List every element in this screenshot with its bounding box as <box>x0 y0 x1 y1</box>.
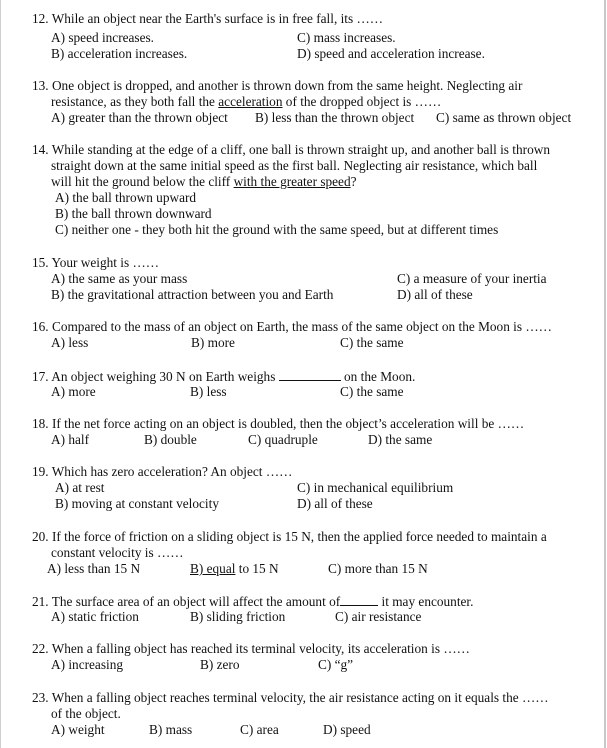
q21-option-c: C) air resistance <box>335 609 422 624</box>
q12-stem: 12. While an object near the Earth's surface is in free fall, its …… <box>32 11 384 26</box>
q20-option-b-underlined: B) equal <box>190 561 236 576</box>
q19-option-c: C) in mechanical equilibrium <box>297 480 454 495</box>
q15-option-d: D) all of these <box>397 287 473 302</box>
q18-option-a: A) half <box>51 432 90 447</box>
right-border <box>604 0 606 748</box>
q20-option-c: C) more than 15 N <box>328 561 428 576</box>
q16-stem: 16. Compared to the mass of an object on Earth, the mass of the same object on the Moon is …… <box>32 319 552 334</box>
q13-option-b: B) less than the thrown object <box>255 110 415 125</box>
q12-option-b: B) acceleration increases. <box>51 46 188 61</box>
q21-option-b: B) sliding friction <box>190 609 286 624</box>
q14-option-b: B) the ball thrown downward <box>55 206 212 221</box>
q18-option-c: C) quadruple <box>248 432 318 447</box>
q14-option-c: C) neither one - they both hit the ground with the same speed, but at different times <box>55 222 499 237</box>
q17-option-a: A) more <box>51 384 96 399</box>
q17-option-b: B) less <box>190 384 227 399</box>
q23-option-a: A) weight <box>51 722 105 737</box>
q22-option-b: B) zero <box>200 657 240 672</box>
q22-stem: 22. When a falling object has reached its terminal velocity, its acceleration is …… <box>32 641 470 656</box>
q20-option-b: B) equal to 15 N <box>190 561 279 576</box>
q21-option-a: A) static friction <box>51 609 139 624</box>
q20-option-a: A) less than 15 N <box>47 561 141 576</box>
q12-option-c: C) mass increases. <box>297 30 396 45</box>
q12-option-d: D) speed and acceleration increase. <box>297 46 485 61</box>
q14-stem-line1: 14. While standing at the edge of a cliff, one ball is thrown straight up, and another ball is thrown <box>32 142 550 157</box>
q21-stem: 21. The surface area of an object will affect the amount of it may encounter. <box>32 594 474 609</box>
q19-option-a: A) at rest <box>55 480 105 495</box>
q13-stem-line1: 13. One object is dropped, and another is thrown down from the same height. Neglecting air <box>32 78 523 93</box>
q15-option-c: C) a measure of your inertia <box>397 271 547 286</box>
q23-option-c: C) area <box>240 722 279 737</box>
q17-option-c: C) the same <box>340 384 404 399</box>
q23-option-d: D) speed <box>323 722 371 737</box>
q13-underlined-word: acceleration <box>218 94 283 109</box>
q22-option-a: A) increasing <box>51 657 123 672</box>
q15-option-a: A) the same as your mass <box>51 271 188 286</box>
q22-option-c: C) “g” <box>318 657 354 672</box>
q19-option-d: D) all of these <box>297 496 373 511</box>
q19-stem: 19. Which has zero acceleration? An object …… <box>32 464 293 479</box>
q14-option-a: A) the ball thrown upward <box>55 190 197 205</box>
q19-option-b: B) moving at constant velocity <box>55 496 219 511</box>
q18-stem: 18. If the net force acting on an object is doubled, then the object’s acceleration will be …… <box>32 416 525 431</box>
q14-underlined-phrase: with the greater speed <box>233 174 351 189</box>
q12-option-a: A) speed increases. <box>51 30 155 45</box>
q14-stem-line3: will hit the ground below the cliff with the greater speed? <box>51 174 357 189</box>
q13-option-a: A) greater than the thrown object <box>51 110 228 125</box>
left-border <box>0 0 1 748</box>
q13-stem-line2: resistance, as they both fall the acceleration of the dropped object is …… <box>51 94 442 109</box>
q16-option-b: B) more <box>191 335 235 350</box>
q18-option-d: D) the same <box>368 432 433 447</box>
q17-answer-blank <box>279 368 341 381</box>
q15-stem: 15. Your weight is …… <box>32 255 160 270</box>
q17-stem: 17. An object weighing 30 N on Earth weighs on the Moon. <box>32 369 416 384</box>
q23-stem-line2: of the object. <box>51 706 121 721</box>
q13-option-c: C) same as thrown object <box>436 110 572 125</box>
q16-option-c: C) the same <box>340 335 404 350</box>
q15-option-b: B) the gravitational attraction between you and Earth <box>51 287 334 302</box>
q20-stem-line2: constant velocity is …… <box>51 545 184 560</box>
q20-stem-line1: 20. If the force of friction on a sliding object is 15 N, then the applied force needed to maintain a <box>32 529 547 544</box>
q16-option-a: A) less <box>51 335 89 350</box>
q14-stem-line2: straight down at the same initial speed as the first ball. Neglecting air resistance, which ball <box>51 158 538 173</box>
q18-option-b: B) double <box>144 432 197 447</box>
q21-answer-blank <box>340 593 378 606</box>
q23-stem-line1: 23. When a falling object reaches terminal velocity, the air resistance acting on it equals the …… <box>32 690 549 705</box>
q23-option-b: B) mass <box>149 722 193 737</box>
